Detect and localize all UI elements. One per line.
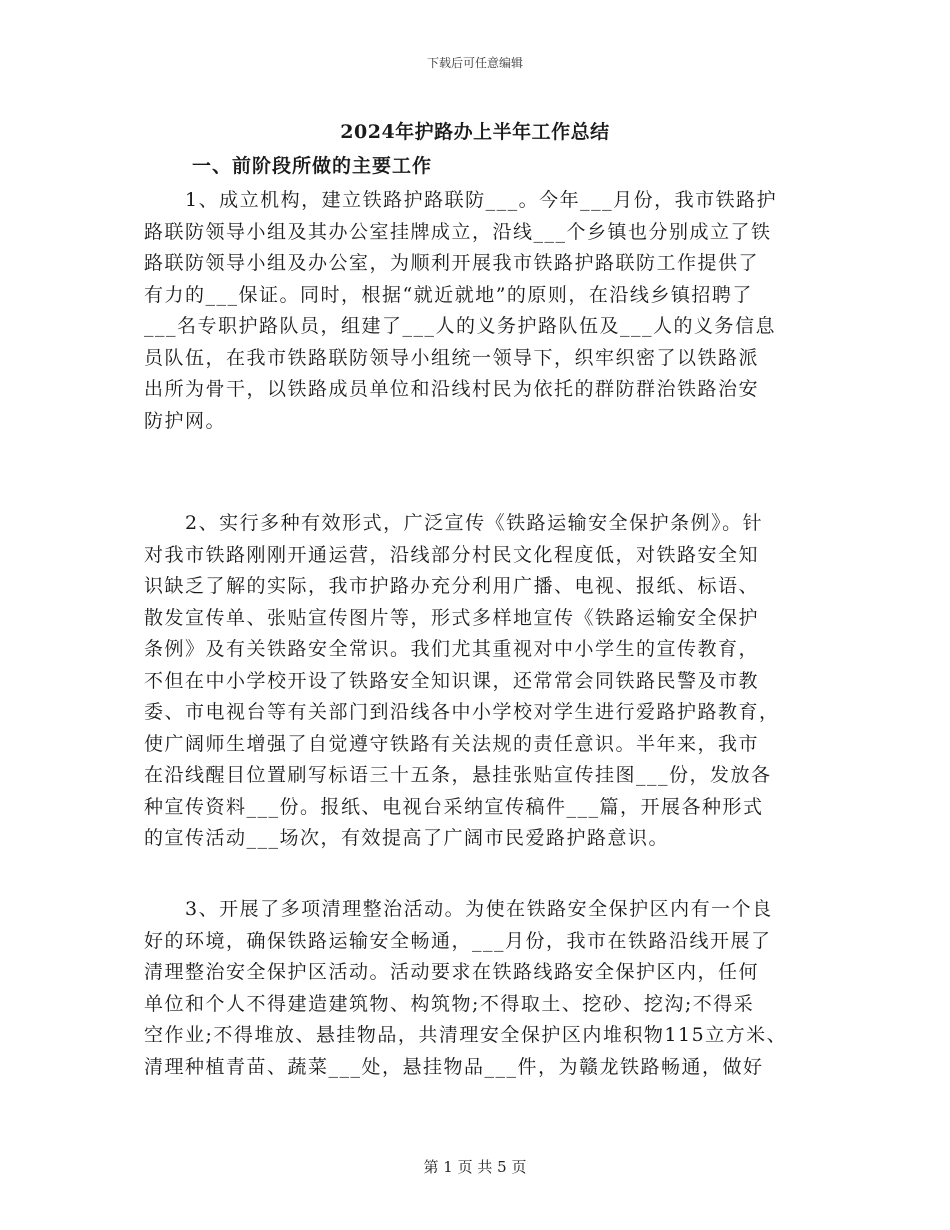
text-line: 散发宣传单、张贴宣传图片等，形式多样地宣传《铁路运输安全保护 [144,606,760,629]
text-line: 识缺乏了解的实际，我市护路办充分利用广播、电视、报纸、标语、 [144,575,760,597]
text-line: 委、市电视台等有关部门到沿线各中小学校对学生进行爱路护路教育， [144,701,780,723]
text-line: 的宣传活动___场次，有效提高了广阔市民爱路护路意识。 [144,827,670,849]
text-line: 单位和个人不得建造建筑物、构筑物;不得取土、挖砂、挖沟;不得采 [144,992,755,1015]
text-line: 对我市铁路刚刚开通运营，沿线部分村民文化程度低，对铁路安全知 [144,543,760,566]
text-line: 2、实行多种有效形式，广泛宣传《铁路运输安全保护条例》。针 [144,512,764,534]
text-line: 有力的___保证。同时，根据“就近就地”的原则，在沿线乡镇招聘了 [144,283,753,306]
text-line: 在沿线醒目位置刷写标语三十五条，悬挂张贴宣传挂图___份，发放各 [144,764,772,786]
header-note: 下载后可任意编辑 [426,56,523,70]
paragraph-3 [144,894,814,1083]
paragraph-1 [144,185,814,437]
text-line: 清理种植青苗、蔬菜___处，悬挂物品___件，为赣龙铁路畅通，做好 [144,1055,764,1078]
text-line: 防护网。 [144,409,227,432]
text-line: 种宣传资料___份。报纸、电视台采纳宣传稿件___篇，开展各种形式 [144,795,764,818]
text-line: 不但在中小学校开设了铁路安全知识课，还常常会同铁路民警及市教 [144,669,760,692]
text-line: 空作业;不得堆放、悬挂物品，共清理安全保护区内堆积物115立方米、 [144,1024,788,1046]
text-line: 路联防领导小组及其办公室挂牌成立，沿线___个乡镇也分别成立了铁 [144,220,772,243]
text-line: 好的环境，确保铁路运输安全畅通，___月份，我市在铁路沿线开展了 [144,929,772,952]
text-line: 员队伍，在我市铁路联防领导小组统一领导下，织牢织密了以铁路派 [144,346,760,369]
text-line: 3、开展了多项清理整治活动。为使在铁路安全保护区内有一个良 [144,898,773,920]
text-line: 1、成立机构，建立铁路护路联防___。今年___月份，我市铁路护 [144,189,778,211]
text-line: 条例》及有关铁路安全常识。我们尤其重视对中小学生的宣传教育， [144,638,760,660]
paragraph-2 [144,508,814,855]
text-line: 路联防领导小组及办公室，为顺利开展我市铁路护路联防工作提供了 [144,252,760,274]
document-title: 2024年护路办上半年工作总结 [340,121,610,143]
text-line: 使广阔师生增强了自觉遵守铁路有关法规的责任意识。半年来，我市 [144,732,760,755]
text-line: ___名专职护路队员，组建了___人的义务护路队伍及___人的义务信息 [144,315,777,337]
text-line: 清理整治安全保护区活动。活动要求在铁路线路安全保护区内，任何 [144,961,760,983]
section-heading: 一、前阶段所做的主要工作 [192,155,433,177]
page-number-footer: 第 1 页 共 5 页 [423,1158,527,1176]
text-line: 出所为骨干，以铁路成员单位和沿线村民为依托的群防群治铁路治安 [144,378,760,400]
